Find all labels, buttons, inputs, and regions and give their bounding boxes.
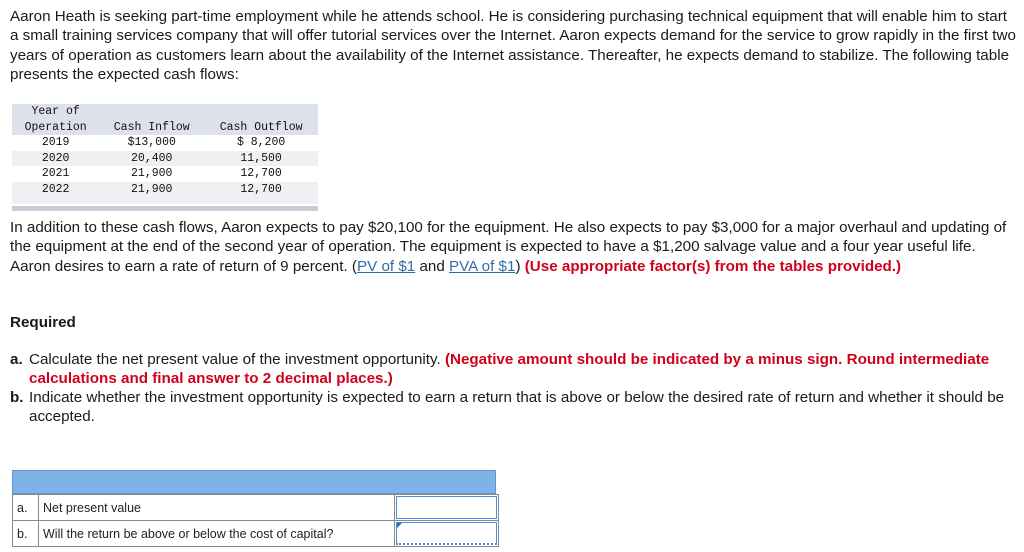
year-cell: 2022 [12,182,99,204]
details-text: In addition to these cash flows, Aaron expects to pay $20,100 for the equipment. He also expects to pay $3,000 for a major overhaul and updating of the equipment at the end of the second year of operation. The equipment is expected to have a $1,200 salvage value and a four year useful life. Aaron desires to earn a rate of return of 9 percent. ( [10,219,1007,275]
npv-input[interactable] [396,496,497,519]
requirement-a-text [29,350,1016,389]
header-cash-inflow: Cash Inflow [99,104,204,135]
pv-of-1-link[interactable]: PV of $1 [356,257,416,275]
year-cell: 2020 [12,151,99,167]
answer-description: Will the return be above or below the cost of capital? [39,521,395,547]
cash-flow-row [12,151,318,167]
requirement-a-label: a. [10,351,23,368]
answer-row-return [13,521,499,547]
header-year [12,104,99,135]
outflow-cell: 12,700 [204,182,318,204]
outflow-cell: 11,500 [204,151,318,167]
close-paren-text: ) [515,257,525,275]
answer-cell [395,521,499,547]
return-comparison-dropdown[interactable] [396,522,497,545]
and-text: and [415,257,450,275]
requirement-b-label: b. [10,389,24,406]
answer-table-header [12,470,496,494]
year-cell: 2021 [41,167,70,181]
header-year-line1: Year of [31,105,80,118]
answer-row-npv [13,495,499,521]
cash-flow-row [12,182,318,204]
answer-letter: a. [13,495,39,521]
problem-details [10,218,1016,276]
pva-of-1-link[interactable]: PVA of $1 [449,257,516,275]
header-cash-outflow: Cash Outflow [204,104,318,135]
requirement-a-instruction: (Negative amount should be indicated by a minus sign. Round intermediate calculations and final answer to 2 decimal places.) [29,351,990,388]
year-cell: 2019 [41,136,70,150]
problem-intro: Aaron Heath is seeking part-time employment while he attends school. He is considering purchasing technical equipment that will enable him to start a small training services company that will offer tutorial services over the Internet. Aaron expects demand for the service to grow rapidly in the first two years of operation as customers learn about the availability of the Internet assistance. Thereafter, he expects demand to stabilize. The following table presents the expected cash flows: [10,8,1016,83]
answer-cell [395,495,499,521]
factor-instruction: (Use appropriate factor(s) from the tables provided.) [524,257,902,275]
inflow-cell: $13,000 [127,136,176,150]
requirement-a [10,350,1016,389]
outflow-cell: $ 8,200 [236,136,286,150]
header-year-line2: Operation [24,120,87,134]
cash-flow-table [12,104,318,204]
required-heading: Required [10,314,76,331]
inflow-cell: 21,900 [99,182,204,204]
dropdown-marker-icon [397,523,402,528]
answer-table [12,494,499,547]
answer-description: Net present value [39,495,395,521]
inflow-cell: 21,900 [131,167,173,181]
outflow-cell: 12,700 [240,167,282,181]
answer-letter: b. [13,521,39,547]
requirement-b [10,388,1016,427]
cash-flow-row [12,166,318,182]
requirement-b-text: Indicate whether the investment opportunity is expected to earn a return that is above or below the desired rate of return and whether it should be accepted. [29,389,1005,426]
requirement-a-question: Calculate the net present value of the investment opportunity. [29,351,445,368]
table-footer-divider [12,206,318,211]
cash-flow-header-row [12,104,318,135]
cash-flow-row [12,135,318,151]
inflow-cell: 20,400 [99,151,204,167]
